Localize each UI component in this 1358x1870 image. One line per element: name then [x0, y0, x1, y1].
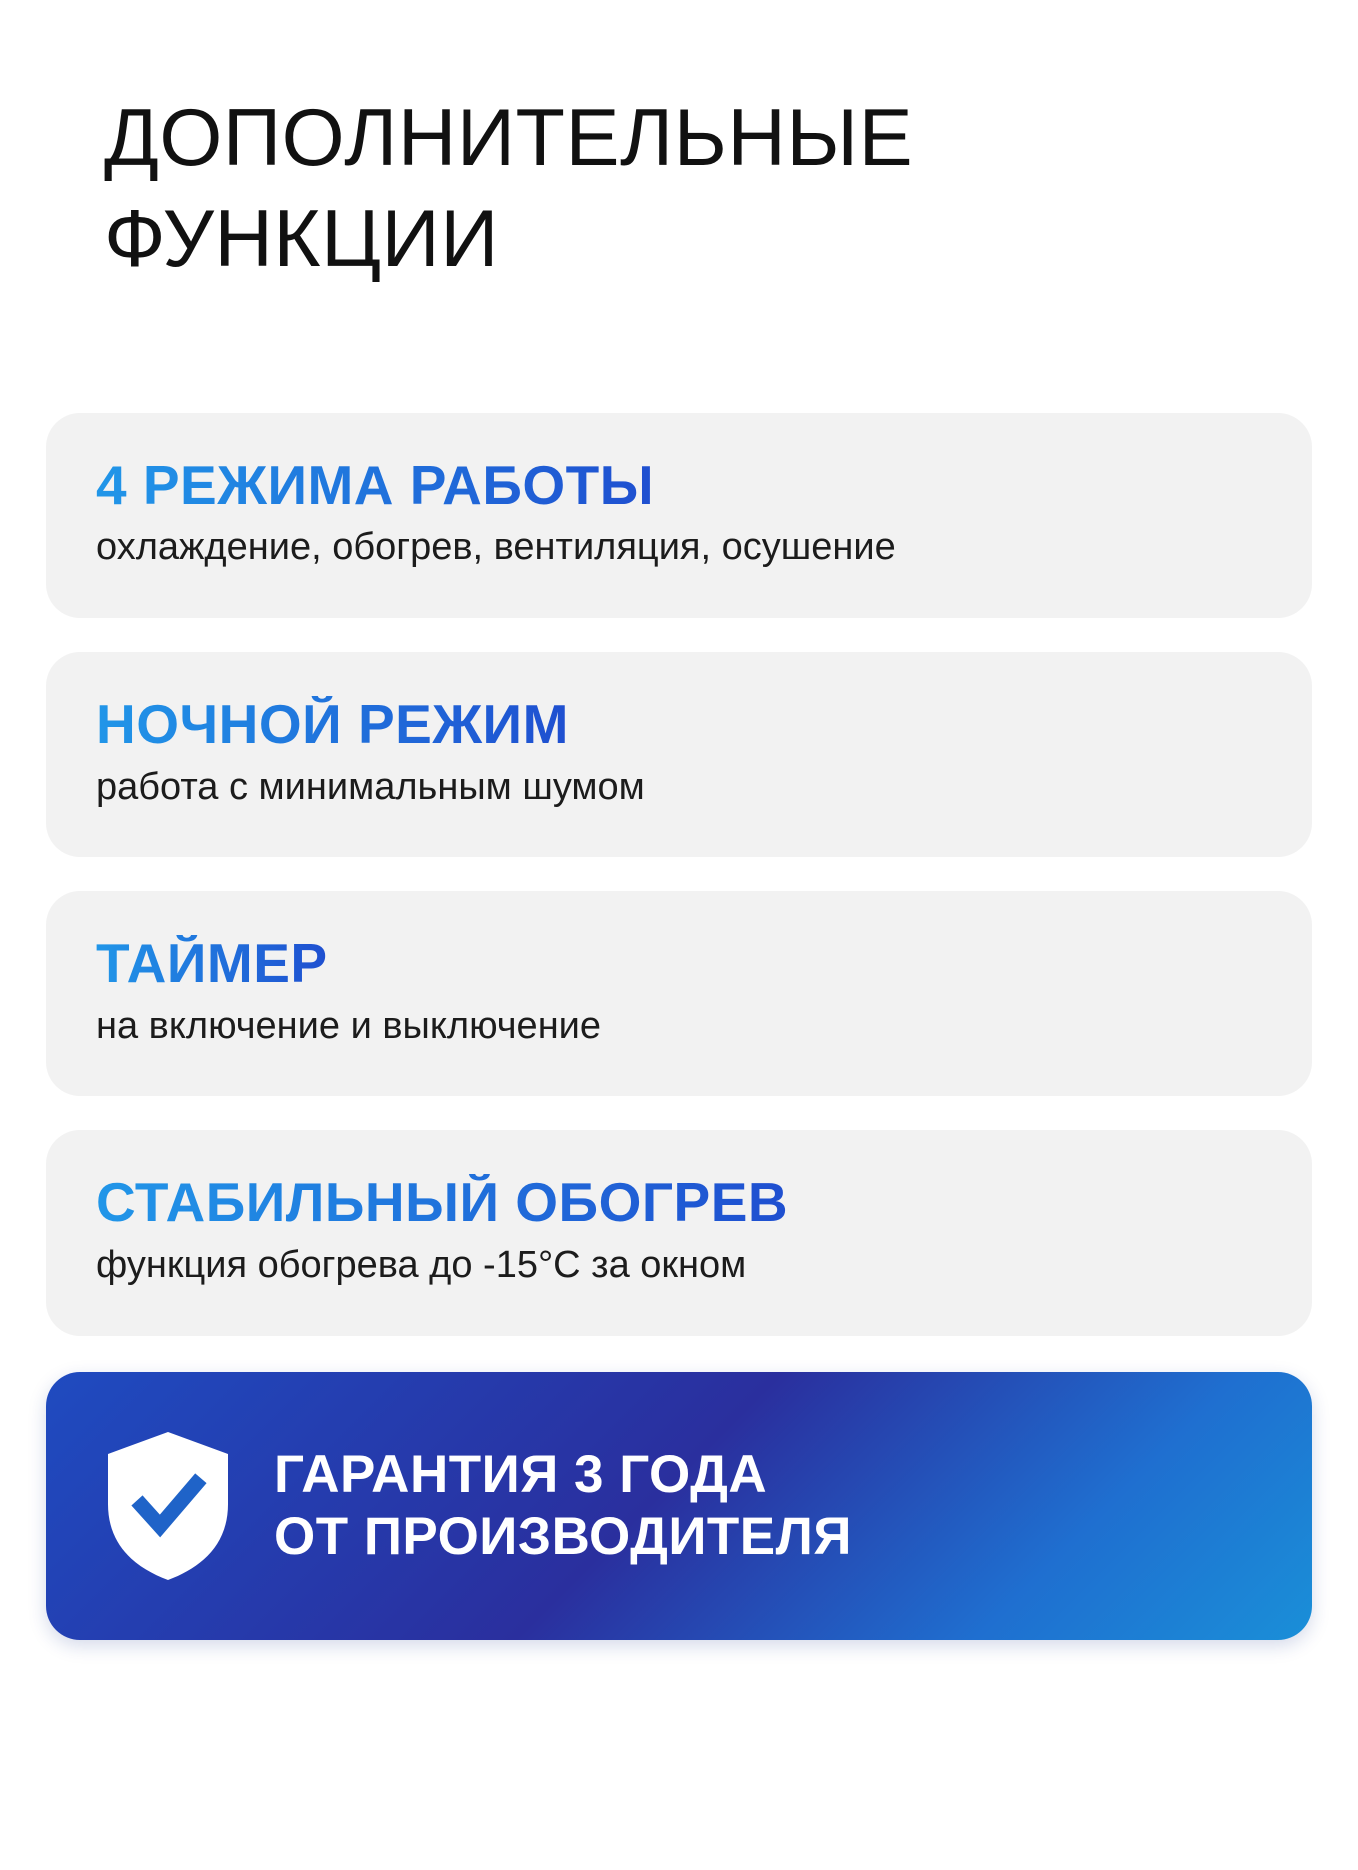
feature-subtitle: работа с минимальным шумом	[96, 765, 645, 808]
page-title: ДОПОЛНИТЕЛЬНЫЕ ФУНКЦИИ	[104, 93, 914, 285]
feature-card-night-mode	[46, 652, 1312, 857]
feature-card-list	[46, 413, 1312, 1336]
shield-check-icon	[104, 1430, 232, 1582]
warranty-text	[274, 1444, 852, 1567]
feature-title: НОЧНОЙ РЕЖИМ	[96, 692, 569, 755]
feature-subtitle: на включение и выключение	[96, 1004, 602, 1047]
feature-subtitle: охлаждение, обогрев, вентиляция, осушение	[96, 526, 896, 569]
feature-card-timer	[46, 891, 1312, 1096]
warranty-banner	[46, 1372, 1312, 1640]
feature-title: ТАЙМЕР	[96, 932, 328, 994]
feature-title: 4 РЕЖИМА РАБОТЫ	[96, 453, 655, 516]
feature-card-stable-heating	[46, 1130, 1312, 1335]
feature-subtitle: функция обогрева до -15°С за окном	[96, 1244, 747, 1286]
warranty-line-1: ГАРАНТИЯ 3 ГОДА	[274, 1445, 768, 1505]
warranty-line-2: ОТ ПРОИЗВОДИТЕЛЯ	[274, 1506, 852, 1566]
feature-card-modes	[46, 413, 1312, 618]
feature-title: СТАБИЛЬНЫЙ ОБОГРЕВ	[96, 1171, 789, 1234]
